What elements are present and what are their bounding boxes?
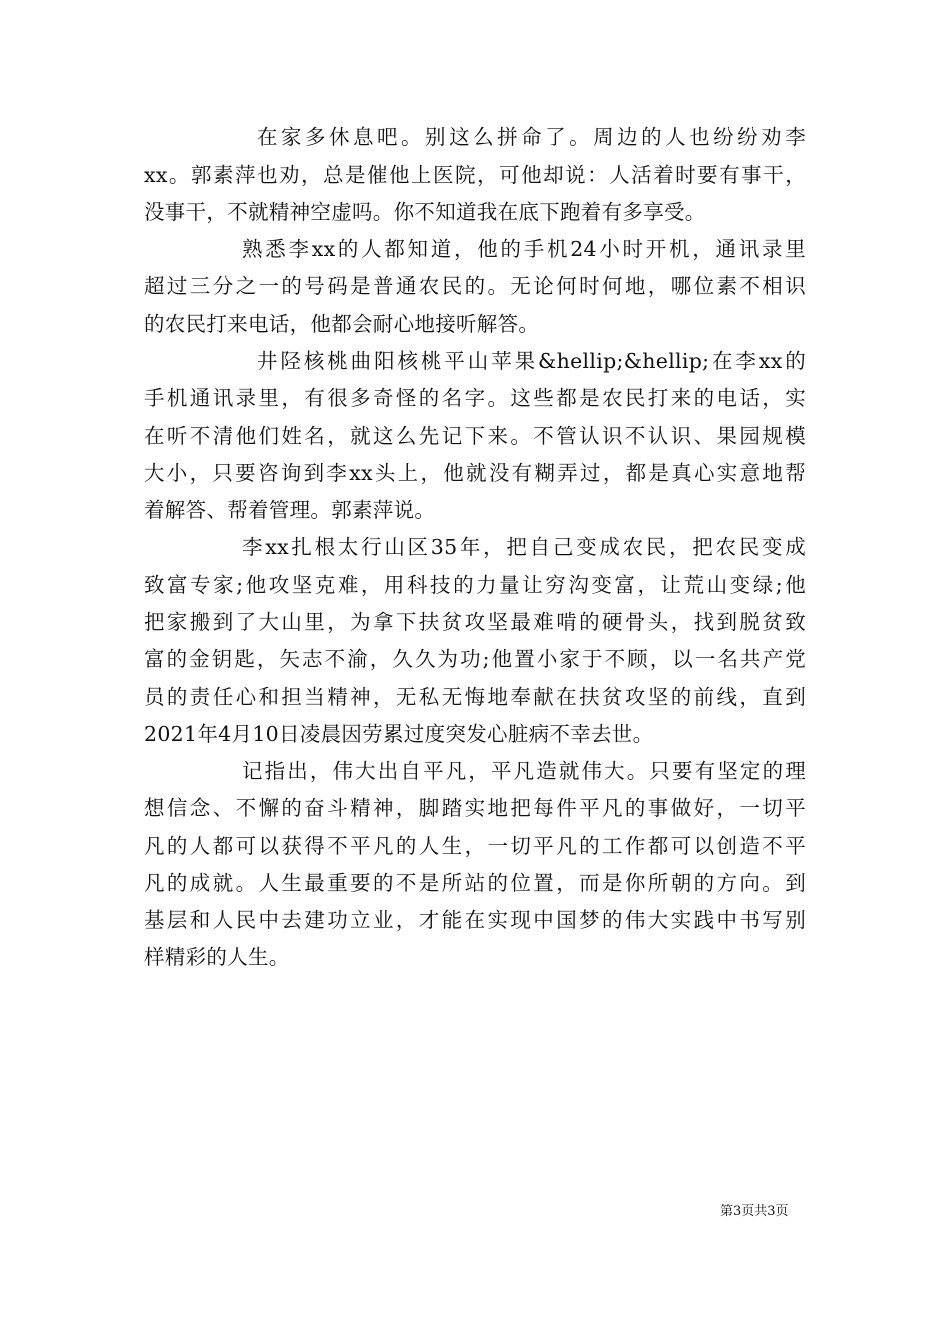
paragraph-4-line-5: 员的责任心和担当精神，无私无悔地奉献在扶贫攻坚的前线，直到 xyxy=(144,685,806,709)
paragraph-4-line-6: 2021年4月10日凌晨因劳累过度突发心脏病不幸去世。 xyxy=(144,722,654,746)
paragraph-3-line-5: 着解答、帮着管理。郭素萍说。 xyxy=(144,498,436,522)
paragraph-5-line-2: 想信念、不懈的奋斗精神，脚踏实地把每件平凡的事做好，一切平 xyxy=(144,796,806,820)
paragraph-3-line-3: 在听不清他们姓名，就这么先记下来。不管认识不认识、果园规模 xyxy=(144,424,806,448)
page-number: 第3页共3页 xyxy=(720,1204,789,1219)
paragraph-5-line-5: 基层和人民中去建功立业，才能在实现中国梦的伟大实践中书写别 xyxy=(144,908,806,932)
paragraph-3-line-1: 井陉核桃曲阳核桃平山苹果&hellip;&hellip;在李xx的 xyxy=(257,349,806,373)
paragraph-4-line-1: 李xx扎根太行山区35年，把自己变成农民，把农民变成 xyxy=(242,535,806,559)
paragraph-1-line-1: 在家多休息吧。别这么拼命了。周边的人也纷纷劝李 xyxy=(257,125,806,149)
paragraph-5-line-6: 样精彩的人生。 xyxy=(144,945,290,969)
paragraph-2-line-1: 熟悉李xx的人都知道，他的手机24小时开机，通讯录里 xyxy=(242,237,806,261)
paragraph-2-line-2: 超过三分之一的号码是普通农民的。无论何时何地，哪位素不相识 xyxy=(144,274,806,298)
paragraph-2-line-3: 的农民打来电话，他都会耐心地接听解答。 xyxy=(144,312,540,336)
paragraph-5-line-4: 凡的成就。人生最重要的不是所站的位置，而是你所朝的方向。到 xyxy=(144,871,806,895)
paragraph-4-line-4: 富的金钥匙，矢志不渝，久久为功;他置小家于不顾，以一名共产党 xyxy=(144,647,806,671)
paragraph-5-line-3: 凡的人都可以获得不平凡的人生，一切平凡的工作都可以创造不平 xyxy=(144,834,806,858)
paragraph-1-line-2: xx。郭素萍也劝，总是催他上医院，可他却说：人活着时要有事干， xyxy=(144,163,806,187)
paragraph-3-line-2: 手机通讯录里，有很多奇怪的名字。这些都是农民打来的电话，实 xyxy=(144,386,806,410)
paragraph-3-line-4: 大小，只要咨询到李xx头上，他就没有糊弄过，都是真心实意地帮 xyxy=(144,461,806,485)
paragraph-5-line-1: 记指出，伟大出自平凡，平凡造就伟大。只要有坚定的理 xyxy=(242,759,806,783)
paragraph-4-line-2: 致富专家;他攻坚克难，用科技的力量让穷沟变富，让荒山变绿;他 xyxy=(144,573,806,597)
paragraph-1-line-3: 没事干，不就精神空虚吗。你不知道我在底下跑着有多享受。 xyxy=(144,200,706,224)
paragraph-4-line-3: 把家搬到了大山里，为拿下扶贫攻坚最难啃的硬骨头，找到脱贫致 xyxy=(144,610,806,634)
